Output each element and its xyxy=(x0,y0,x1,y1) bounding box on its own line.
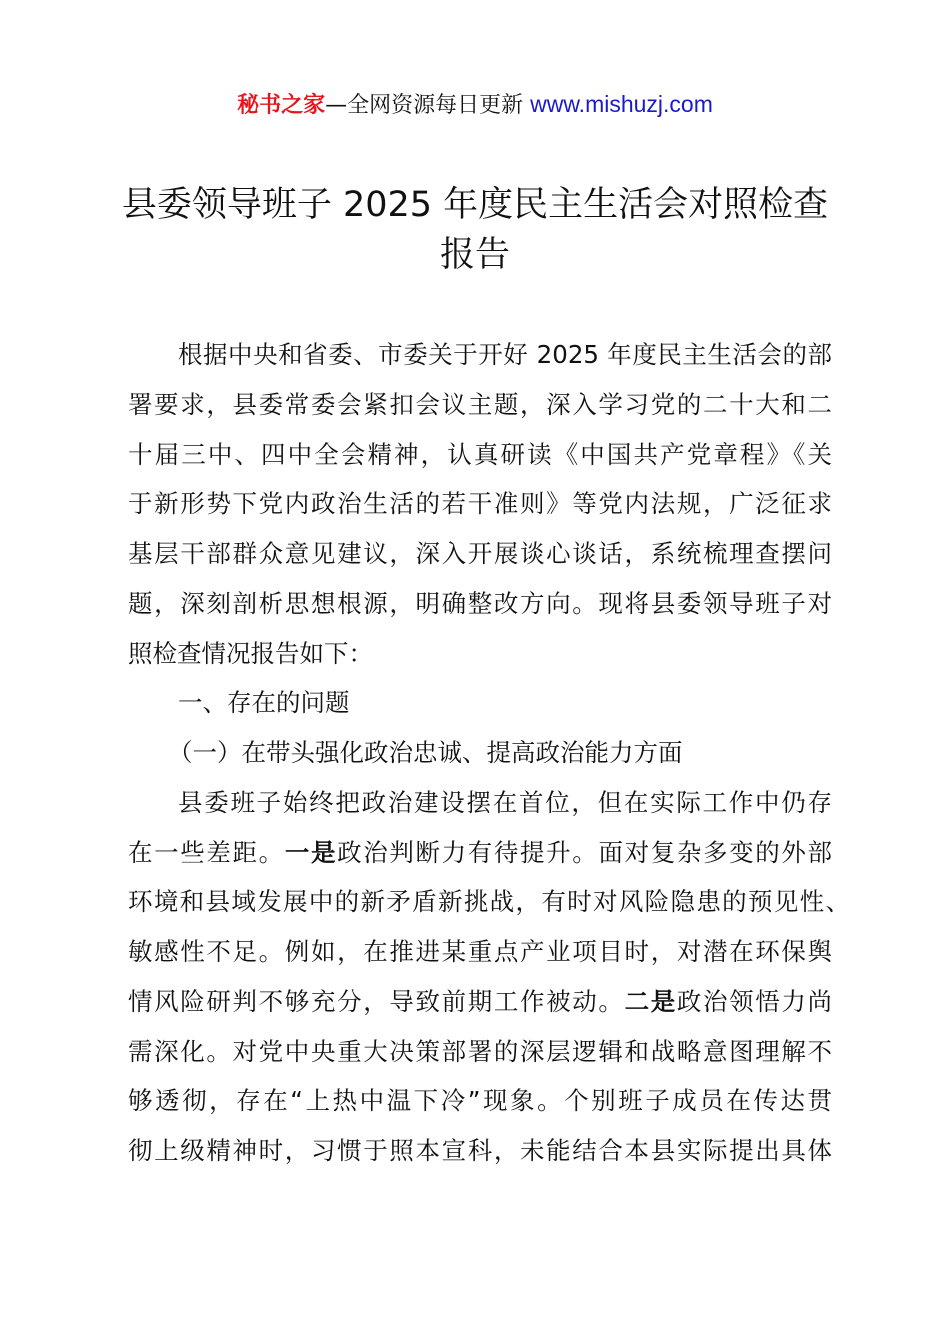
text-line: 基层干部群众意见建议，深入开展谈心谈话，系统梳理查摆问 xyxy=(128,539,832,568)
text-line: 署要求，县委常委会紧扣会议主题，深入学习党的二十大和二 xyxy=(128,389,832,419)
text-line: 够透彻，存在“上热中温下冷”现象。个别班子成员在传达贯 xyxy=(128,1086,832,1116)
text-line xyxy=(128,828,832,878)
text-line: 县委班子始终把政治建设摆在首位，但在实际工作中仍存 xyxy=(178,787,832,817)
banner-slogan: —全网资源每日更新 xyxy=(325,93,531,118)
bold-point-label: 一是 xyxy=(284,837,338,867)
site-url-link[interactable]: www.mishuzj.com xyxy=(530,91,713,117)
text-segment: 情风险研判不够充分，导致前期工作被动。 xyxy=(128,986,625,1016)
text-line: 彻上级精神时，习惯于照本宣科，未能结合本县实际提出具体 xyxy=(128,1136,832,1165)
text-line: 于新形势下党内政治生活的若干准则》等党内法规，广泛征求 xyxy=(128,489,832,519)
text-line: 根据中央和省委、市委关于开好 2025 年度民主生活会的部 xyxy=(178,340,832,369)
text-line: 敏感性不足。例如，在推进某重点产业项目时，对潜在环保舆 xyxy=(128,937,832,966)
site-banner xyxy=(0,88,950,119)
document-body xyxy=(128,330,850,1176)
text-segment: 在一些差距。 xyxy=(128,837,285,867)
document-title-line2: 报告 xyxy=(439,235,510,275)
text-segment: 政治判断力有待提升。面对复杂多变的外部 xyxy=(337,837,833,867)
text-segment: 政治领悟力尚 xyxy=(676,986,833,1016)
brand-name: 秘书之家 xyxy=(237,93,326,118)
text-line: 需深化。对党中央重大决策部署的深层逻辑和战略意图理解不 xyxy=(128,1036,832,1066)
bold-point-label: 二是 xyxy=(624,986,677,1016)
subsection-heading: （一）在带头强化政治忠诚、提高政治能力方面 xyxy=(168,738,683,767)
text-line: 环境和县域发展中的新矛盾新挑战，有时对风险隐患的预见性、 xyxy=(128,887,850,917)
document-title-line1: 县委领导班子 2025 年度民主生活会对照检查 xyxy=(121,185,829,225)
text-line: 照检查情况报告如下： xyxy=(128,638,373,668)
text-line xyxy=(128,977,832,1027)
text-line: 题，深刻剖析思想根源，明确整改方向。现将县委领导班子对 xyxy=(128,588,832,618)
text-line: 十届三中、四中全会精神，认真研读《中国共产党章程》《关 xyxy=(128,439,832,469)
section-heading: 一、存在的问题 xyxy=(178,688,350,718)
